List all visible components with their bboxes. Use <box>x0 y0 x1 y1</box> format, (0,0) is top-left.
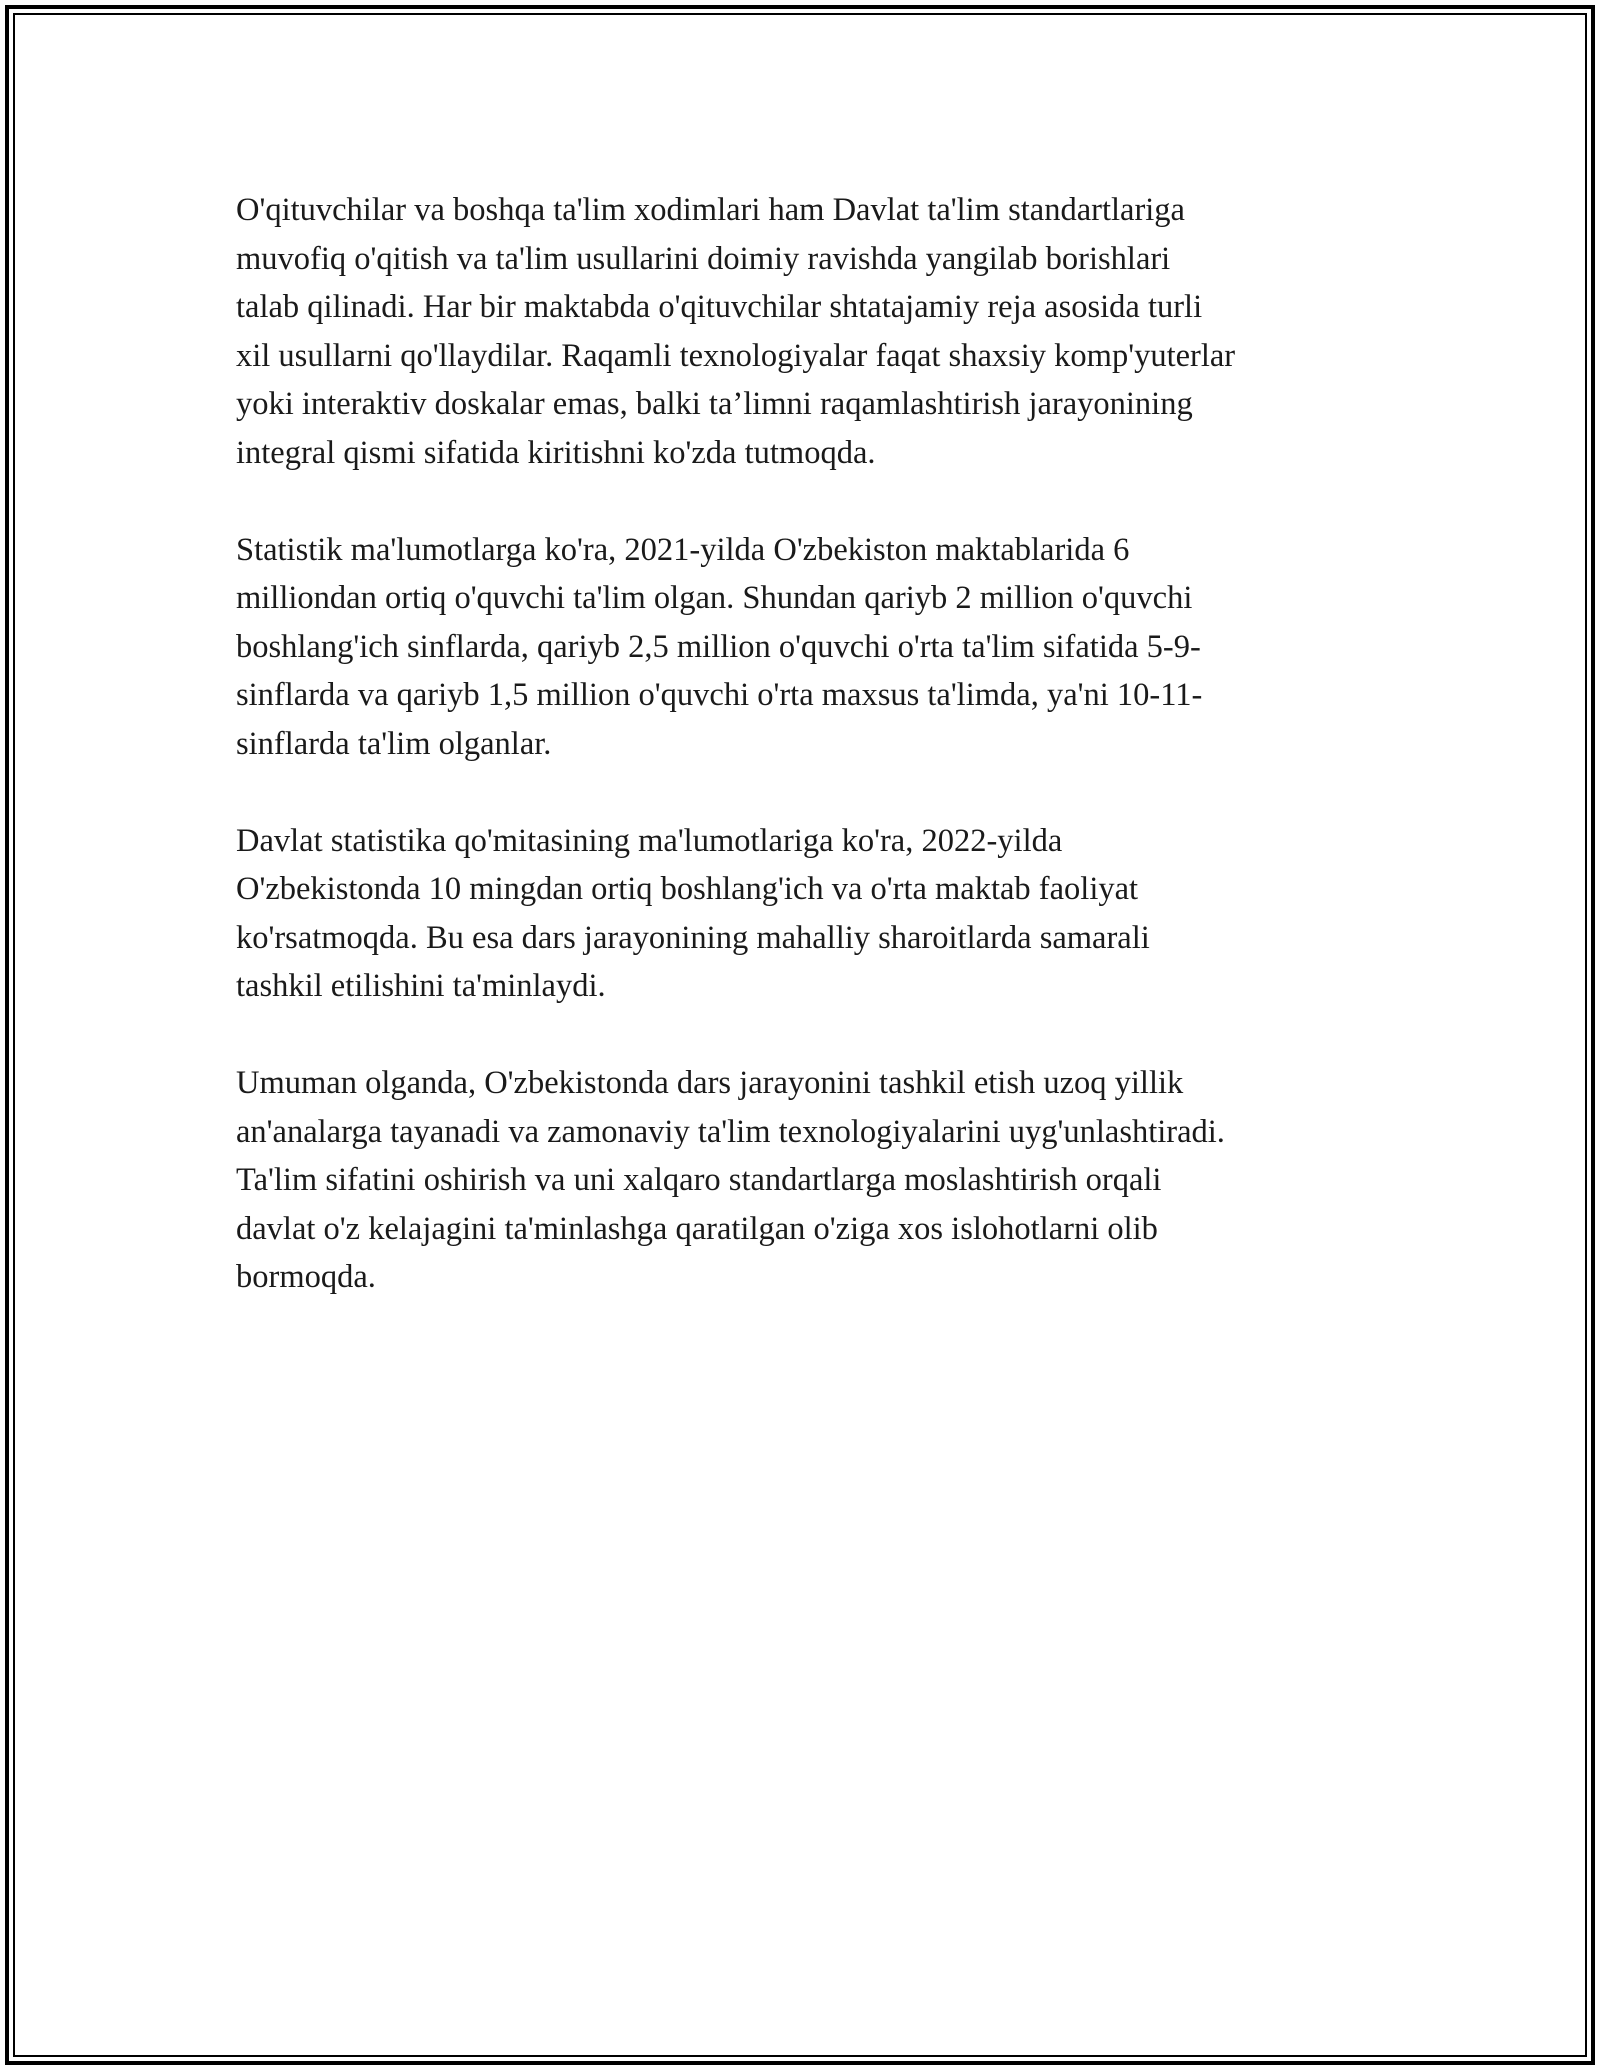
paragraph-3: Davlat statistika qo'mitasining ma'lumotlariga ko'ra, 2022-yilda O'zbekistonda 10 mingdan ortiq boshlang'ich va o'rta maktab faoliyat ko'rsatmoqda. Bu esa dars jarayonining mahalliy sharoitlarda samarali tashkil etilishini ta'minlaydi. <box>236 822 1150 1004</box>
document-body <box>236 186 1396 1350</box>
paragraph-4: Umuman olganda, O'zbekistonda dars jarayonini tashkil etish uzoq yillik an'analarga tayanadi va zamonaviy ta'lim texnologiyalarini uyg'unlashtiradi. Ta'lim sifatini oshirish va uni xalqaro standartlarga moslashtirish orqali davlat o'z kelajagini ta'minlashga qaratilgan o'ziga xos islohotlarni olib bormoqda. <box>236 1065 1225 1295</box>
paragraph-2: Statistik ma'lumotlarga ko'ra, 2021-yilda O'zbekiston maktablarida 6 milliondan ortiq o'quvchi ta'lim olgan. Shundan qariyb 2 million o'quvchi boshlang'ich sinflarda, qariyb 2,5 million o'quvchi o'rta ta'lim sifatida 5-9- sinflarda va qariyb 1,5 million o'quvchi o'rta maxsus ta'limda, ya'ni 10-11- sinflarda ta'lim olganlar. <box>236 531 1203 762</box>
paragraph-1: O'qituvchilar va boshqa ta'lim xodimlari ham Davlat ta'lim standartlariga muvofiq o'qitish va ta'lim usullarini doimiy ravishda yangilab borishlari talab qilinadi. Har bir maktabda o'qituvchilar shtatajamiy reja asosida turli xil usullarni qo'llaydilar. Raqamli texnologiyalar faqat shaxsiy komp'yuterlar yoki interaktiv doskalar emas, balki ta’limni raqamlashtirish jarayonining integral qismi sifatida kiritishni ko'zda tutmoqda. <box>236 192 1236 471</box>
